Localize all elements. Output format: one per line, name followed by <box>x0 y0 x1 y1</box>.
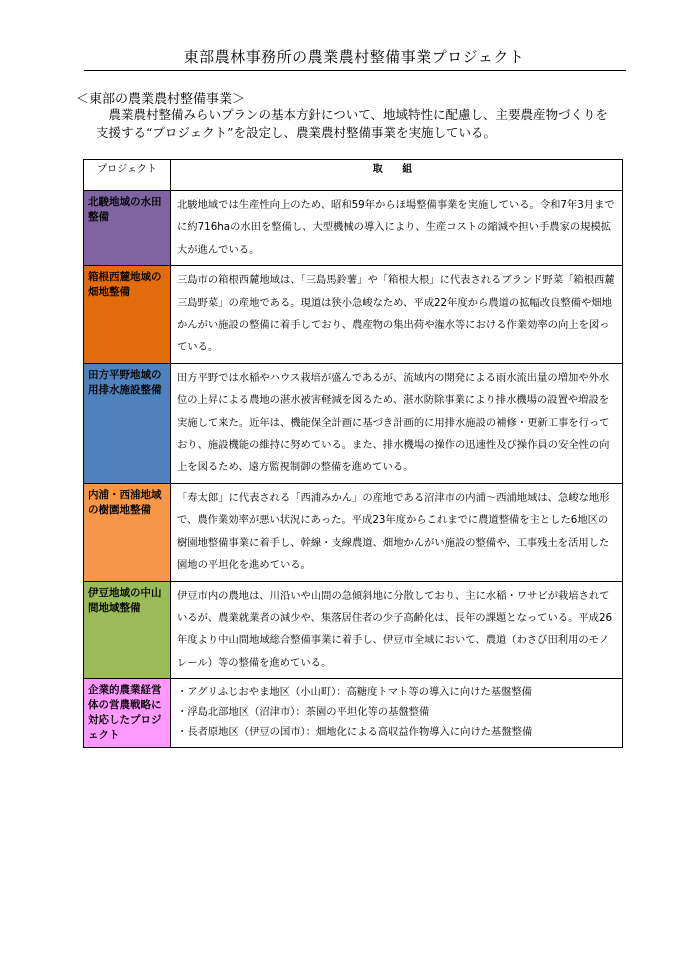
project-table <box>83 159 623 748</box>
section-heading: ＜東部の農業農村整備事業＞ <box>76 92 246 107</box>
action-cell: 伊豆市内の農地は、川沿いや山間の急傾斜地に分散しており、主に水稲・ワサビが栽培されているが、農業就業者の減少や、集落居住者の少子高齢化は、長年の課題となっている。平成26年度より中山間地域総合整備事業に着手し、伊豆市全域において、農道（わさび田利用のモノレール）等の整備を進めている。 <box>171 581 623 679</box>
header-project: プロジェクト <box>84 160 171 191</box>
project-cell: 箱根西麓地域の畑地整備 <box>84 266 171 364</box>
action-cell: 「寿太郎」に代表される「西浦みかん」の産地である沼津市の内浦〜西浦地域は、急峻な地形で、農作業効率が悪い状況にあった。平成23年度からこれまでに農道整備を主とした6地区の樹園地整備事業に着手し、幹線・支線農道、畑地かんがい施設の整備や、工事残土を活用した園地の平坦化を進めている。 <box>171 483 623 581</box>
project-cell: 北駿地域の水田整備 <box>84 191 171 266</box>
action-cell: 北駿地域では生産性向上のため、昭和59年からほ場整備事業を実施している。令和7年3月までに約716haの水田を整備し、大型機械の導入により、生産コストの縮減や担い手農家の規模拡大が進んでいる。 <box>171 191 623 266</box>
project-cell: 伊豆地域の中山間地域整備 <box>84 581 171 679</box>
project-cell: 田方平野地域の用排水施設整備 <box>84 363 171 483</box>
title-underline <box>84 70 626 71</box>
table-row <box>84 266 623 364</box>
action-cell: 三島市の箱根西麓地域は、「三島馬鈴薯」や「箱根大根」に代表されるブランド野菜「箱根西麓三島野菜」の産地である。現道は狭小急峻なため、平成22年度から農道の拡幅改良整備や畑地かんがい施設の整備に着手しており、農産物の集出荷や潅水等における作業効率の向上を図っている。 <box>171 266 623 364</box>
list-item: ・浮島北部地区（沼津市）：茶園の平坦化等の基盤整備 <box>177 706 430 719</box>
action-cell: 田方平野では水稲やハウス栽培が盛んであるが、流域内の開発による雨水流出量の増加や外水位の上昇による農地の湛水被害軽減を図るため、湛水防除事業により排水機場の設置や増設を実施して来た。近年は、機能保全計画に基づき計画的に用排水施設の補修・更新工事を行っており、施設機能の維持に努めている。また、排水機場の操作の迅速性及び操作員の安全性の向上を図るため、遠方監視制御の整備を進めている。 <box>171 363 623 483</box>
action-cell <box>171 679 623 748</box>
table-header-row <box>84 160 623 191</box>
header-action: 取 組 <box>171 160 623 191</box>
table-row <box>84 363 623 483</box>
list-item: ・長者原地区（伊豆の国市）：畑地化による高収益作物導入に向けた基盤整備 <box>177 726 533 739</box>
project-cell: 内浦・西浦地域の樹園地整備 <box>84 483 171 581</box>
list-item: ・アグリふじおやま地区（小山町）：高糖度トマト等の導入に向けた基盤整備 <box>177 686 532 699</box>
table-row <box>84 581 623 679</box>
table-row <box>84 483 623 581</box>
page-title: 東部農林事務所の農業農村整備事業プロジェクト <box>183 48 525 66</box>
table-row <box>84 679 623 748</box>
intro-paragraph: 農業農村整備みらいプランの基本方針について、地域特性に配慮し、主要農産物づくりを支援する“プロジェクト”を設定し、農業農村整備事業を実施している。 <box>96 107 609 140</box>
project-cell: 企業的農業経営体の営農戦略に対応したプロジェクト <box>84 679 171 748</box>
table-row <box>84 191 623 266</box>
